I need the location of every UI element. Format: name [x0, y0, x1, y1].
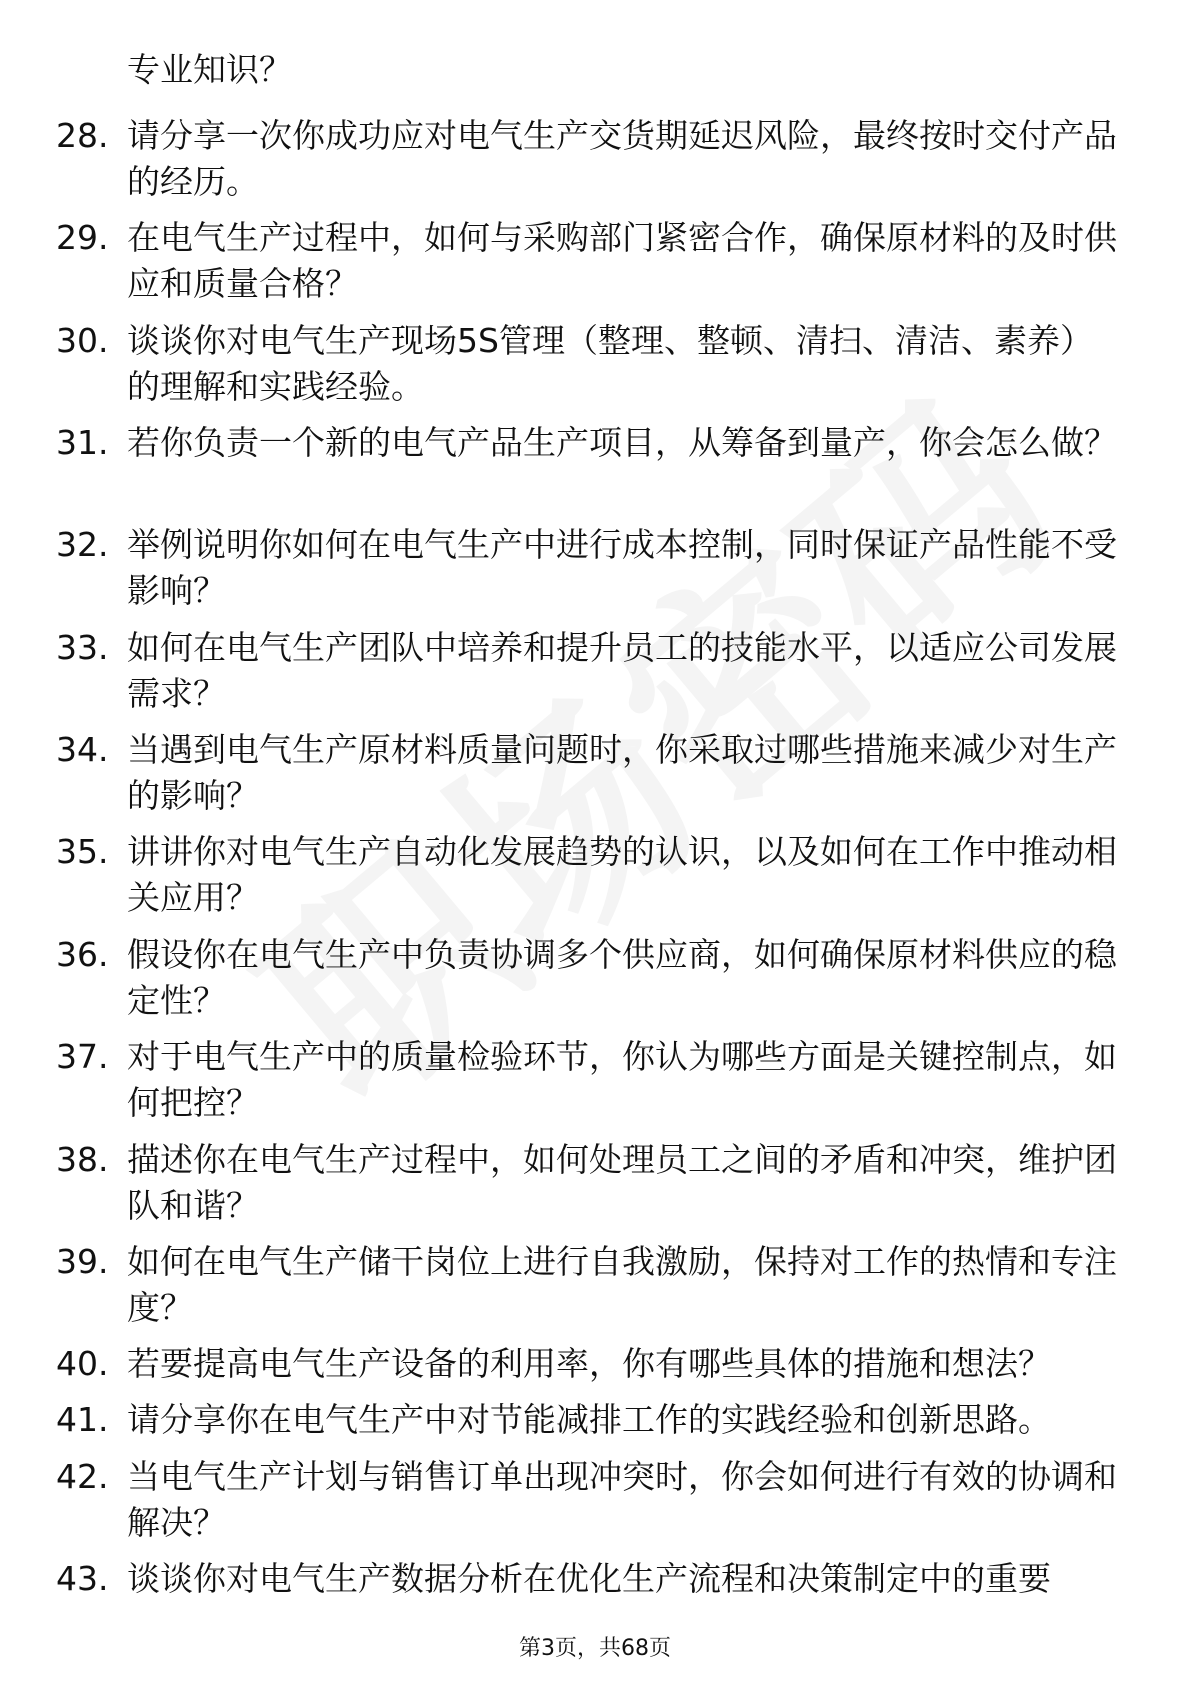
question-text: 若要提高电气生产设备的利用率，你有哪些具体的措施和想法？ — [127, 1344, 1051, 1383]
question-number: 37. — [56, 1037, 109, 1076]
question-number: 42. — [56, 1457, 109, 1496]
continued-question-text: 专业知识？ — [127, 50, 292, 89]
question-number: 31. — [56, 423, 109, 462]
question-text: 请分享一次你成功应对电气生产交货期延迟风险，最终按时交付产品的经历。 — [127, 116, 1117, 201]
question-text: 谈谈你对电气生产现场5S管理（整理、整顿、清扫、清洁、素养）的理解和实践经验。 — [127, 321, 1093, 406]
question-number: 32. — [56, 525, 109, 564]
question-text: 假设你在电气生产中负责协调多个供应商，如何确保原材料供应的稳定性？ — [127, 935, 1117, 1020]
question-number: 28. — [56, 116, 109, 155]
question-text: 如何在电气生产团队中培养和提升员工的技能水平，以适应公司发展需求？ — [127, 628, 1117, 713]
question-number: 29. — [56, 218, 109, 257]
question-number: 38. — [56, 1140, 109, 1179]
question-text: 对于电气生产中的质量检验环节，你认为哪些方面是关键控制点，如何把控？ — [127, 1037, 1117, 1122]
question-text: 当遇到电气生产原材料质量问题时，你采取过哪些措施来减少对生产的影响？ — [127, 730, 1117, 815]
question-number: 41. — [56, 1400, 109, 1439]
question-number: 33. — [56, 628, 109, 667]
question-number: 43. — [56, 1559, 109, 1598]
question-text: 若你负责一个新的电气产品生产项目，从筹备到量产，你会怎么做？ — [127, 423, 1117, 462]
question-text: 描述你在电气生产过程中，如何处理员工之间的矛盾和冲突，维护团队和谐？ — [127, 1140, 1117, 1225]
question-text: 谈谈你对电气生产数据分析在优化生产流程和决策制定中的重要 — [127, 1559, 1051, 1598]
question-number: 40. — [56, 1344, 109, 1383]
question-number: 34. — [56, 730, 109, 769]
question-text: 请分享你在电气生产中对节能减排工作的实践经验和创新思路。 — [127, 1400, 1051, 1439]
question-number: 35. — [56, 832, 109, 871]
question-number: 30. — [56, 321, 109, 360]
question-number: 36. — [56, 935, 109, 974]
question-text: 讲讲你对电气生产自动化发展趋势的认识，以及如何在工作中推动相关应用？ — [127, 832, 1117, 917]
page-footer: 第3页，共68页 — [519, 1636, 671, 1661]
question-text: 如何在电气生产储干岗位上进行自我激励，保持对工作的热情和专注度？ — [127, 1242, 1117, 1327]
question-text: 举例说明你如何在电气生产中进行成本控制，同时保证产品性能不受影响？ — [127, 525, 1117, 610]
question-number: 39. — [56, 1242, 109, 1281]
question-text: 在电气生产过程中，如何与采购部门紧密合作，确保原材料的及时供应和质量合格？ — [127, 218, 1117, 303]
question-text: 当电气生产计划与销售订单出现冲突时，你会如何进行有效的协调和解决？ — [127, 1457, 1117, 1542]
